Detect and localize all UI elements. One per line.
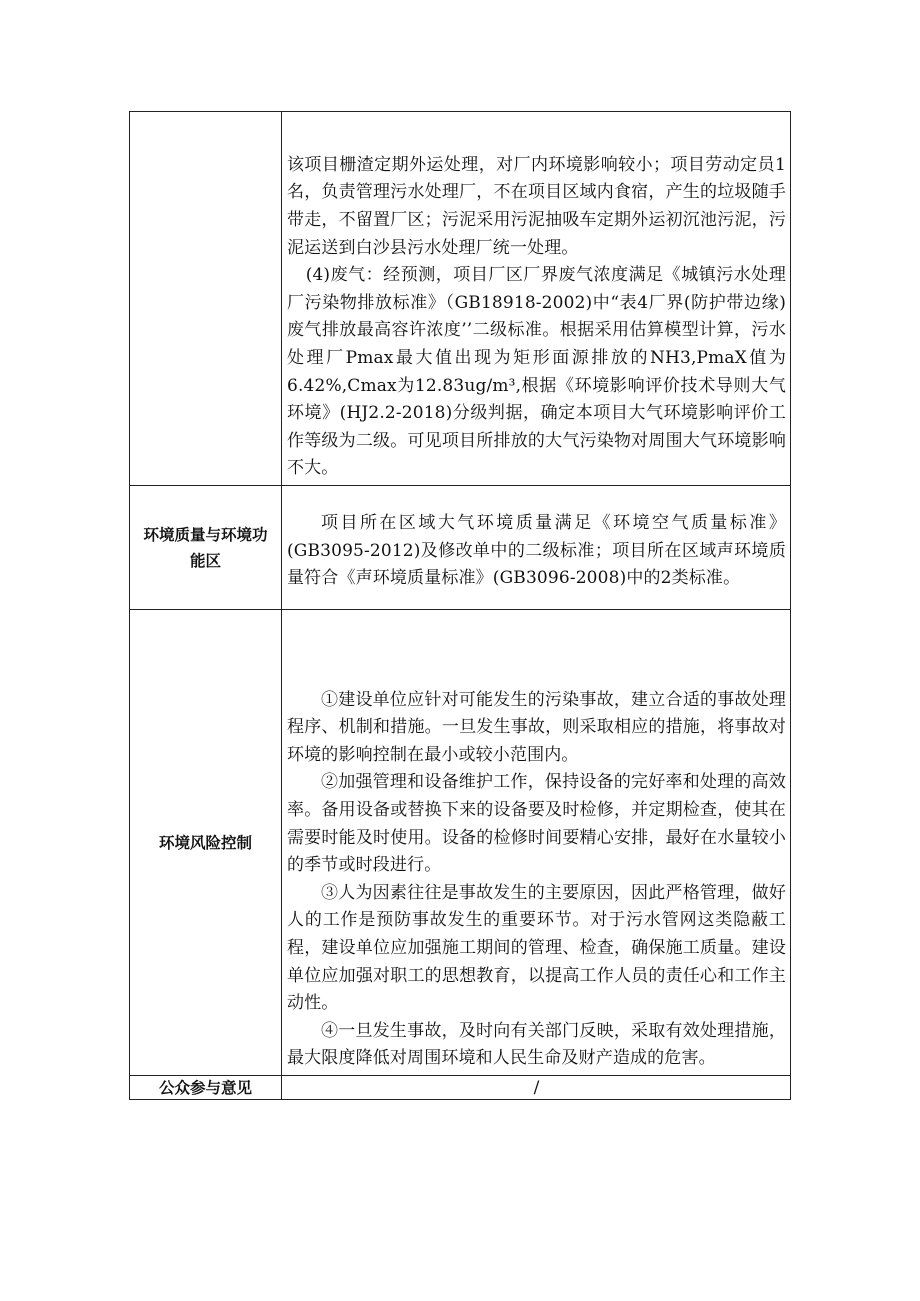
table-row-public-participation	[130, 1076, 791, 1100]
table-row-environment-quality	[130, 486, 791, 610]
paragraph-risk-1: ①建设单位应针对可能发生的污染事故，建立合适的事故处理程序、机制和措施。一旦发生事故，则采取相应的措施，将事故对环境的影响控制在最小或较小范围内。	[287, 689, 786, 765]
paragraph-environment-quality: 项目所在区域大气环境质量满足《环境空气质量标准》(GB3095-2012)及修改单中的二级标准；项目所在区域声环境质量符合《声环境质量标准》(GB3096-2008)中的2类标准。	[287, 513, 786, 589]
row-label-text: 公众参与意见	[158, 1078, 252, 1097]
public-participation-value: /	[282, 1076, 791, 1100]
table-row-solid-waste-gas	[130, 112, 791, 486]
row-label-text: 环境质量与环境功能区	[143, 525, 268, 570]
table-row-risk-control	[130, 610, 791, 1076]
paragraph-solid-waste: 该项目栅渣定期外运处理，对厂内环境影响较小；项目劳动定员1名，负责管理污水处理厂，不在项目区域内食宿，产生的垃圾随手带走，不留置厂区；污泥采用污泥抽吸车定期外运初沉池污泥，污泥运送到白沙县污水处理厂统一处理。	[287, 154, 786, 258]
row-label-environment-quality	[130, 486, 282, 610]
row-content-risk-control	[282, 610, 791, 1076]
paragraph-risk-2: ②加强管理和设备维护工作，保持设备的完好率和处理的高效率。备用设备或替换下来的设备要及时检修，并定期检查，使其在需要时能及时使用。设备的检修时间要精心安排，最好在水量较小的季节或时段进行。	[287, 772, 786, 876]
row-content-solid-waste-gas	[282, 112, 791, 486]
row-content-environment-quality	[282, 486, 791, 610]
paragraph-risk-3: ③人为因素往往是事故发生的主要原因，因此严格管理，做好人的工作是预防事故发生的重要环节。对于污水管网这类隐蔽工程，建设单位应加强施工期间的管理、检查，确保施工质量。建设单位应加强对职工的思想教育，以提高工作人员的责任心和工作主动性。	[287, 882, 786, 1014]
paragraph-waste-gas: (4)废气：经预测，项目厂区厂界废气浓度满足《城镇污水处理厂污染物排放标准》（GB18918-2002)中“表4厂界(防护带边缘)废气排放最高容许浓度’’二级标准。根据采用估算模型计算，污水处理厂Pmax最大值出现为矩形面源排放的NH3,PmaX值为6.42%,Cmax为12.83ug/m³,根据《环境影响评价技术导则大气环境》(HJ2.2-2018)分级判据，确定本项目大气环境影响评价工作等级为二级。可见项目所排放的大气污染物对周围大气环境影响不大。	[287, 265, 786, 479]
assessment-table	[129, 111, 791, 1100]
row-label-text: 环境风险控制	[158, 833, 252, 852]
paragraph-risk-4: ④一旦发生事故，及时向有关部门反映，采取有效处理措施，最大限度降低对周围环境和人民生命及财产造成的危害。	[287, 1020, 786, 1069]
row-label-public-participation	[130, 1076, 282, 1100]
row-label-risk-control	[130, 610, 282, 1076]
row-label-empty	[130, 112, 282, 486]
